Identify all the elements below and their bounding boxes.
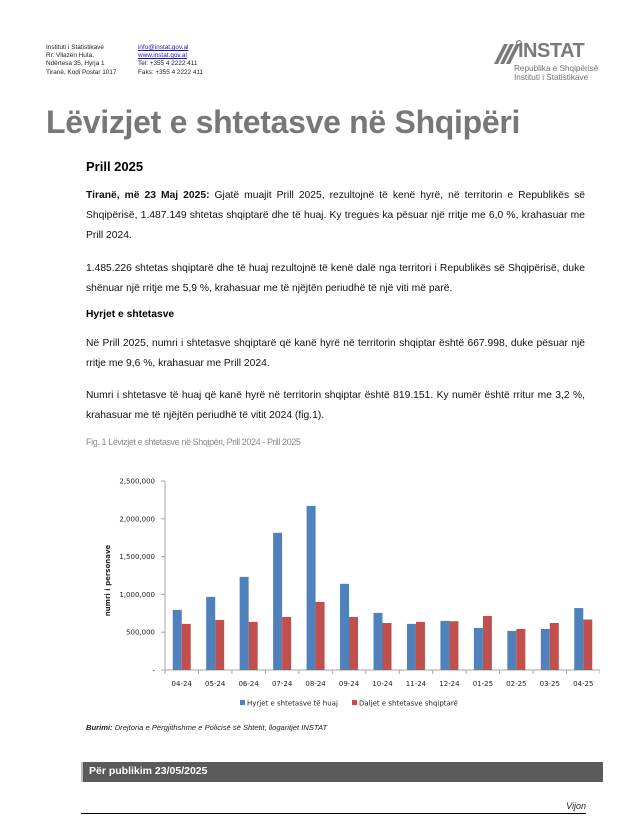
x-tick-label: 03-25 xyxy=(539,680,560,688)
bar-albanian-exits xyxy=(215,620,224,670)
bar-albanian-exits xyxy=(182,624,191,670)
continues-label: Vijon xyxy=(566,801,586,811)
address-line: Instituti i Statistikave xyxy=(46,44,104,51)
bar-foreign-entries xyxy=(307,506,316,670)
y-tick-label: 2,000,000 xyxy=(119,515,155,524)
logo-subtitle-2: Instituti i Statistikave xyxy=(514,73,589,82)
bar-foreign-entries xyxy=(541,629,550,670)
paragraph-departures: 1.485.226 shtetas shqiptarë dhe të huaj rezultojnë të kenë dalë nga territori i Republikës së Shqipërisë, duke shënuar një rritje me 5,9 %, krahasuar me të njëjtën periudhë të një viti më parë. xyxy=(86,263,585,294)
y-tick-label: 2,500,000 xyxy=(119,477,155,486)
period-subtitle: Prill 2025 xyxy=(86,159,144,174)
bar-foreign-entries xyxy=(574,608,583,670)
page-title: Lëvizjet e shtetasve në Shqipëri xyxy=(46,104,521,140)
bar-foreign-entries xyxy=(240,577,249,670)
bar-albanian-exits xyxy=(583,619,592,670)
x-tick-label: 05-24 xyxy=(205,680,226,688)
paragraph-intro xyxy=(86,186,585,246)
x-tick-label: 04-24 xyxy=(171,680,192,688)
address-line: Rr. Vllazën Huta, xyxy=(46,52,94,60)
bar-foreign-entries xyxy=(273,533,282,670)
paragraph-foreign-entries: Numri i shtetasve të huaj që kanë hyrë në territorin shqiptar është 819.151. Ky numër është rritur me 3,2 %, krahasuar me të njëjtën periudhë të vitit 2024 (fig.1). xyxy=(86,390,585,421)
x-tick-label: 11-24 xyxy=(405,680,427,688)
bar-foreign-entries xyxy=(340,584,349,670)
intro-text: Gjatë muajit Prill 2025, rezultojnë të kenë hyrë, në territorin e Republikës së Shqipërisë, 1.487.149 shtetas shqiptarë dhe të huaj. Ky tregues ka pësuar një rritje me 6,0 %, krahasuar me Prill 2024. xyxy=(86,190,585,241)
bar-foreign-entries xyxy=(440,621,449,670)
chart-canvas xyxy=(80,470,600,715)
dateline: Tiranë, më 23 Maj 2025: xyxy=(86,190,210,201)
figure-caption: Fig. 1 Lëvizjet e shtetasve në Shqipëri, Prill 2024 - Prill 2025 xyxy=(86,437,301,447)
x-tick-label: 02-25 xyxy=(506,680,527,688)
bar-foreign-entries xyxy=(507,631,516,670)
x-tick-label: 07-24 xyxy=(271,680,293,688)
bar-albanian-exits xyxy=(483,616,492,670)
x-tick-label: 09-24 xyxy=(338,680,360,688)
legend-swatch-foreign-entries xyxy=(240,700,245,705)
legend-label-albanian-exits: Daljet e shtetasve shqiptarë xyxy=(359,699,458,708)
y-tick-label: 500,000 xyxy=(126,628,155,637)
footer-divider xyxy=(81,813,586,814)
publication-bar xyxy=(81,762,603,782)
logo-wordmark: INSTAT xyxy=(518,40,585,62)
bar-albanian-exits xyxy=(282,617,291,670)
telephone: Tel: +355 4 2222 411 xyxy=(138,60,198,68)
website-link[interactable]: www.instat.gov.al xyxy=(138,52,187,60)
address-line: Tiranë, Kodi Postar 1017 xyxy=(46,68,117,76)
bar-chart xyxy=(80,470,600,715)
paragraph-albanian-entries: Në Prill 2025, numri i shtetasve shqiptarë që kanë hyrë në territorin shqiptar është 667.998, duke pësuar një rritje me 9,6 %, krahasuar me Prill 2024. xyxy=(86,338,585,369)
x-tick-label: 06-24 xyxy=(238,680,259,688)
bar-albanian-exits xyxy=(550,623,559,670)
bar-foreign-entries xyxy=(206,597,215,670)
bar-albanian-exits xyxy=(449,621,458,670)
bar-foreign-entries xyxy=(173,610,182,670)
bar-foreign-entries xyxy=(407,624,416,670)
y-tick-label: - xyxy=(152,666,155,675)
institute-address xyxy=(46,44,116,77)
address-line: Ndërtesa 35, Hyrja 1 xyxy=(46,60,105,68)
section-heading: Hyrjet e shtetasve xyxy=(86,309,175,320)
legend-label-foreign-entries: Hyrjet e shtetasve të huaj xyxy=(247,699,338,708)
y-axis-label: numri i personave xyxy=(104,544,112,617)
x-tick-label: 10-24 xyxy=(372,680,393,688)
bar-albanian-exits xyxy=(516,629,525,670)
source-text: Drejtoria e Përgjithshme e Policisë së Shtetit, llogaritjet INSTAT xyxy=(112,723,328,732)
source-note xyxy=(86,723,327,732)
fax: Faks: +355 4 2222 411 xyxy=(138,68,204,76)
x-tick-label: 08-24 xyxy=(305,680,326,688)
source-label: Burimi: xyxy=(86,723,113,732)
email-link[interactable]: info@instat.gov.al xyxy=(138,44,189,51)
publication-date: Për publikim 23/05/2025 xyxy=(89,765,208,777)
instat-logo xyxy=(492,38,599,88)
bar-albanian-exits xyxy=(349,617,358,670)
x-tick-label: 04-25 xyxy=(573,680,594,688)
bar-foreign-entries xyxy=(374,613,383,670)
y-tick-label: 1,000,000 xyxy=(119,590,155,599)
legend-swatch-albanian-exits xyxy=(352,700,357,705)
bar-albanian-exits xyxy=(316,602,325,670)
logo-subtitle-1: Republika e Shqipërisë xyxy=(514,64,599,73)
y-tick-label: 1,500,000 xyxy=(119,553,155,562)
bar-albanian-exits xyxy=(249,622,258,670)
bar-foreign-entries xyxy=(474,628,483,670)
institute-contacts xyxy=(138,44,203,77)
bar-albanian-exits xyxy=(383,623,392,670)
x-tick-label: 01-25 xyxy=(472,680,494,688)
bar-albanian-exits xyxy=(416,622,425,670)
x-tick-label: 12-24 xyxy=(439,680,460,688)
